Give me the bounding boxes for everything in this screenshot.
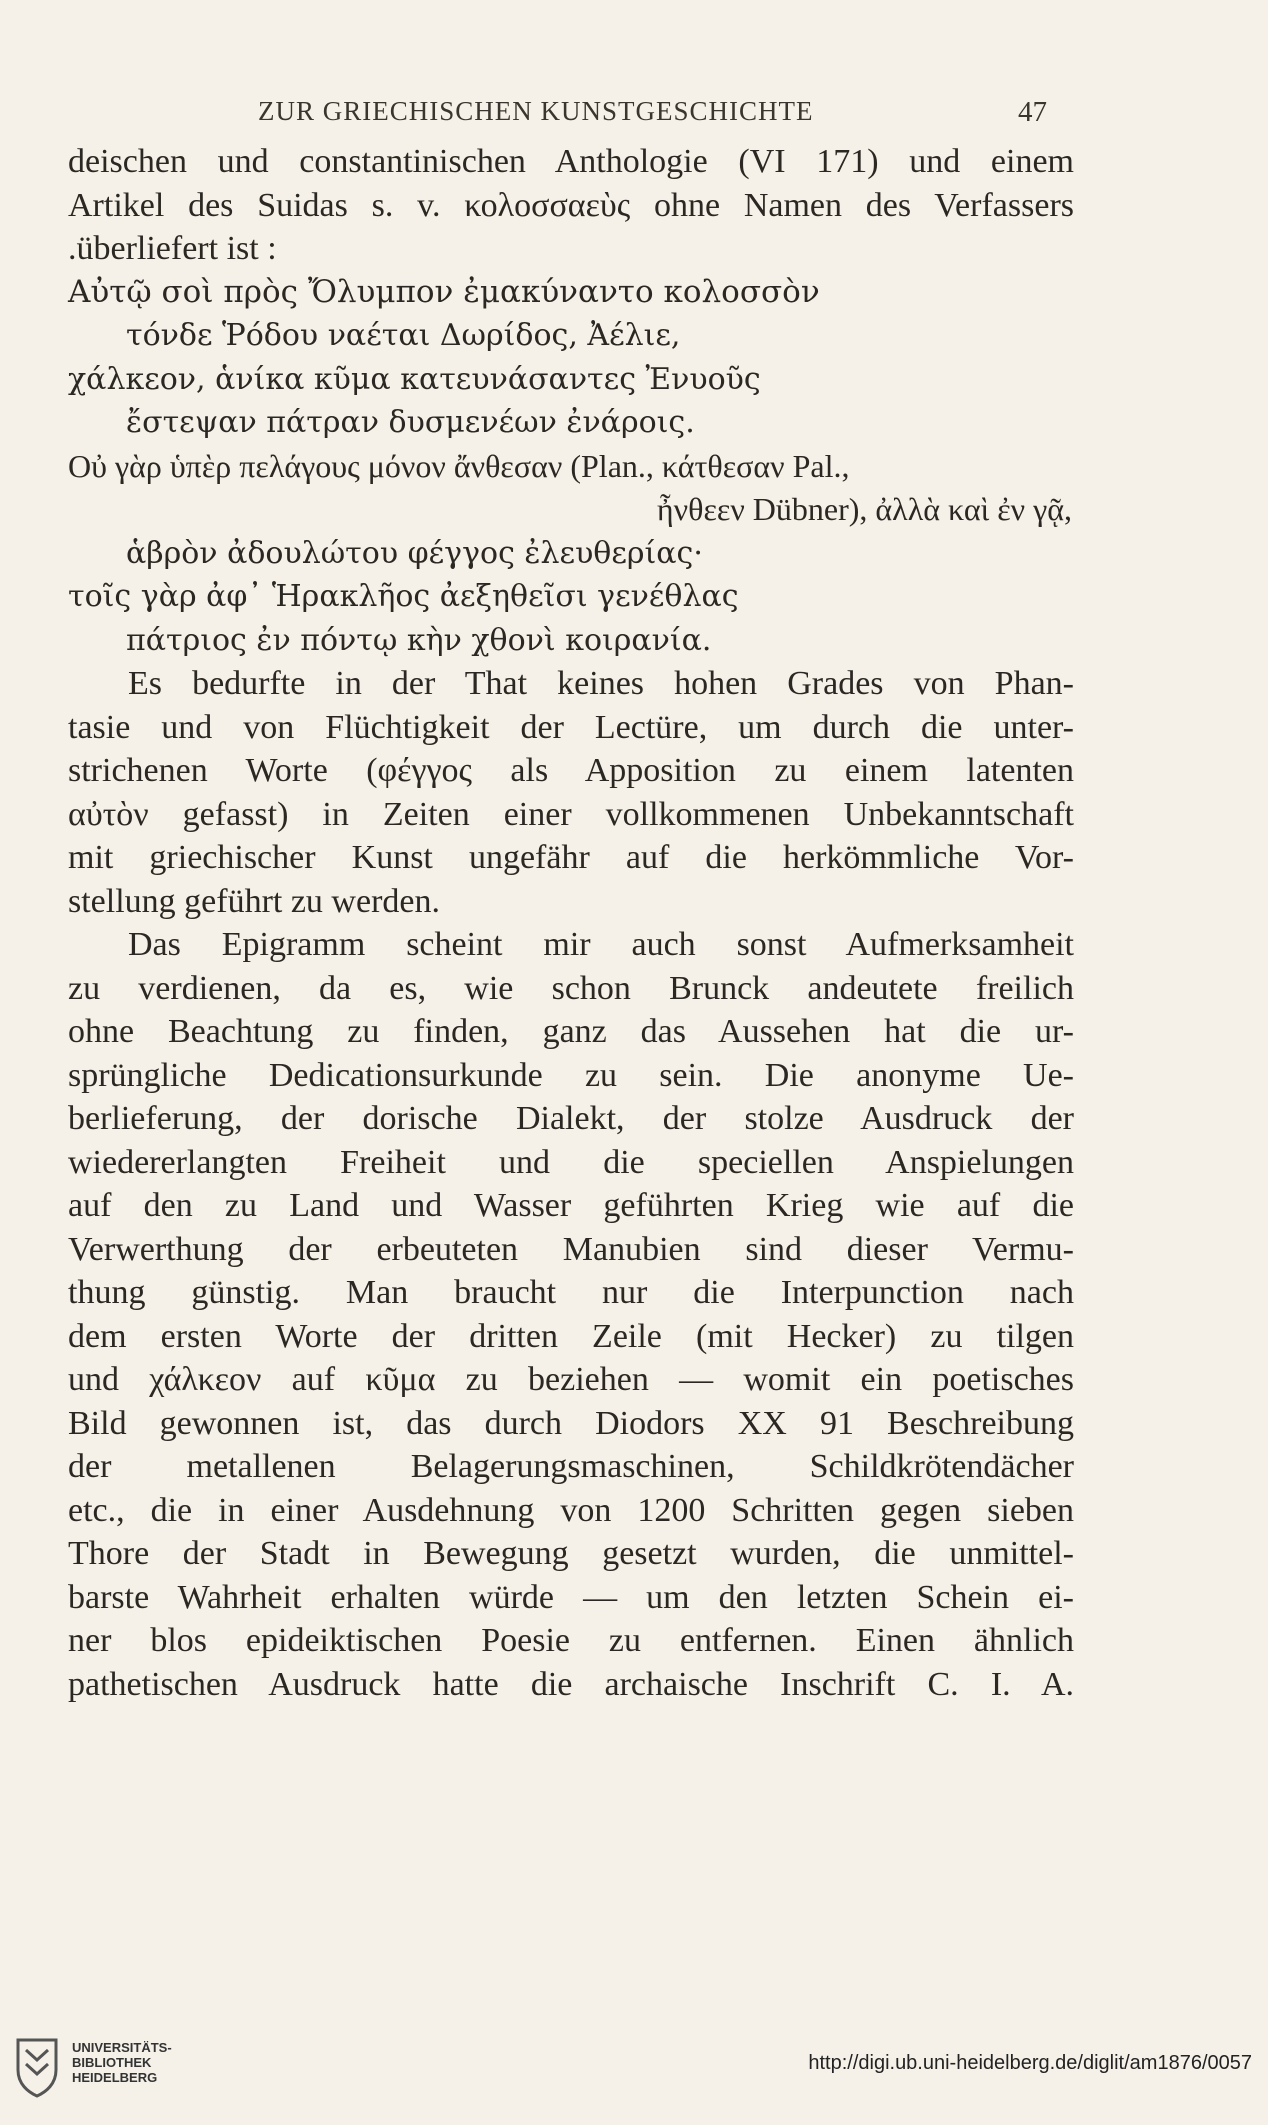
text-line: dem ersten Worte der dritten Zeile (mit Hecker) zu tilgen	[68, 1317, 1074, 1355]
text-line: pathetischen Ausdruck hatte die archaische Inschrift C. I. A.	[68, 1665, 1074, 1703]
source-url-link[interactable]: http://digi.ub.uni-heidelberg.de/diglit/am1876/0057	[808, 2052, 1252, 2074]
text-line: berlieferung, der dorische Dialekt, der stolze Ausdruck der	[68, 1100, 1074, 1137]
library-name-line: UNIVERSITÄTS-	[72, 2040, 172, 2055]
paragraph	[68, 662, 1074, 923]
text-line: wiedererlangten Freiheit und die speciellen Anspielungen	[68, 1143, 1074, 1181]
text-line: tasie und von Flüchtigkeit der Lectüre, um durch die unter-	[68, 708, 1074, 746]
page-footer	[0, 2030, 1268, 2110]
text-line: αὐτὸν gefasst) in Zeiten einer vollkommenen Unbekanntschaft	[68, 795, 1074, 833]
text-line: der metallenen Belagerungsmaschinen, Schildkrötendächer	[68, 1448, 1074, 1485]
library-name-line: HEIDELBERG	[72, 2070, 158, 2085]
library-name-line: BIBLIOTHEK	[72, 2055, 152, 2070]
epigram-line: πάτριος ἐν πόντῳ κὴν χθονὶ κοιρανία.	[126, 622, 712, 658]
epigram-line: Αὐτῷ σοὶ πρὸς Ὄλυμπον ἐμακύναντο κολοσσὸν	[68, 273, 820, 310]
main-text	[68, 140, 1074, 1706]
text-line: etc., die in einer Ausdehnung von 1200 Schritten gegen sieben	[68, 1491, 1074, 1529]
text-line: Es bedurfte in der That keines hohen Grades von Phan-	[128, 665, 1074, 702]
text-line: Das Epigramm scheint mir auch sonst Aufmerksamheit	[128, 926, 1074, 963]
page-number: 47	[1018, 96, 1047, 128]
epigram-line: ἦνθεεν Dübner), ἀλλὰ καὶ ἐν γᾷ,	[656, 491, 1072, 527]
epigram-line: τοῖς γὰρ ἀφ᾽ Ἡρακλῆος ἀεξηθεῖσι γενέθλας	[68, 579, 739, 614]
text-line: Artikel des Suidas s. v. κολοσσαεὺς ohne Namen des Verfassers	[68, 186, 1074, 224]
epigram-line: ἔστεψαν πάτραν δυσμενέων ἐνάροις.	[126, 405, 695, 440]
text-line: zu verdienen, da es, wie schon Brunck andeutete freilich	[68, 969, 1074, 1007]
page-header	[0, 96, 1268, 136]
text-line: auf den zu Land und Wasser geführten Krieg wie auf die	[68, 1187, 1074, 1224]
text-line: ner blos epideiktischen Poesie zu entfernen. Einen ähnlich	[68, 1622, 1074, 1659]
epigram-line: ἁβρὸν ἀδουλώτου φέγγος ἐλευθερίας·	[126, 535, 703, 571]
epigram-line: τόνδε Ῥόδου ναέται Δωρίδος, Ἀέλιε,	[126, 318, 681, 353]
text-line: ohne Beachtung zu finden, ganz das Aussehen hat die ur-	[68, 1013, 1074, 1050]
epigram	[68, 271, 1074, 663]
text-line: Thore der Stadt in Bewegung gesetzt wurden, die unmittel-	[68, 1535, 1074, 1572]
text-line: .überliefert ist :	[68, 230, 277, 267]
text-line: deischen und constantinischen Anthologie (VI 171) und einem	[68, 143, 1074, 180]
text-line: stellung geführt zu werden.	[68, 882, 440, 920]
running-title: ZUR GRIECHISCHEN KUNSTGESCHICHTE	[258, 96, 814, 126]
epigram-line: Οὐ γὰρ ὑπὲρ πελάγους μόνον ἄνθεσαν (Plan., κάτθεσαν Pal.,	[68, 447, 850, 484]
epigram-line: χάλκεον, ἁνίκα κῦμα κατευνάσαντες Ἐνυοῦς	[68, 361, 761, 397]
text-line: sprüngliche Dedicationsurkunde zu sein. Die anonyme Ue-	[68, 1056, 1074, 1094]
text-line: und χάλκεον auf κῦμα zu beziehen — womit ein poetisches	[68, 1361, 1074, 1398]
text-line: strichenen Worte (φέγγος als Apposition zu einem latenten	[68, 752, 1074, 789]
text-line: Bild gewonnen ist, das durch Diodors XX 91 Beschreibung	[68, 1404, 1074, 1442]
text-line: thung günstig. Man braucht nur die Interpunction nach	[68, 1274, 1074, 1311]
library-name	[72, 2040, 172, 2085]
paragraph	[68, 923, 1074, 1706]
text-line: mit griechischer Kunst ungefähr auf die herkömmliche Vor-	[68, 839, 1074, 876]
text-line: barste Wahrheit erhalten würde — um den letzten Schein ei-	[68, 1578, 1074, 1616]
text-line: Verwerthung der erbeuteten Manubien sind dieser Vermu-	[68, 1230, 1074, 1268]
library-seal-icon	[12, 2036, 62, 2098]
